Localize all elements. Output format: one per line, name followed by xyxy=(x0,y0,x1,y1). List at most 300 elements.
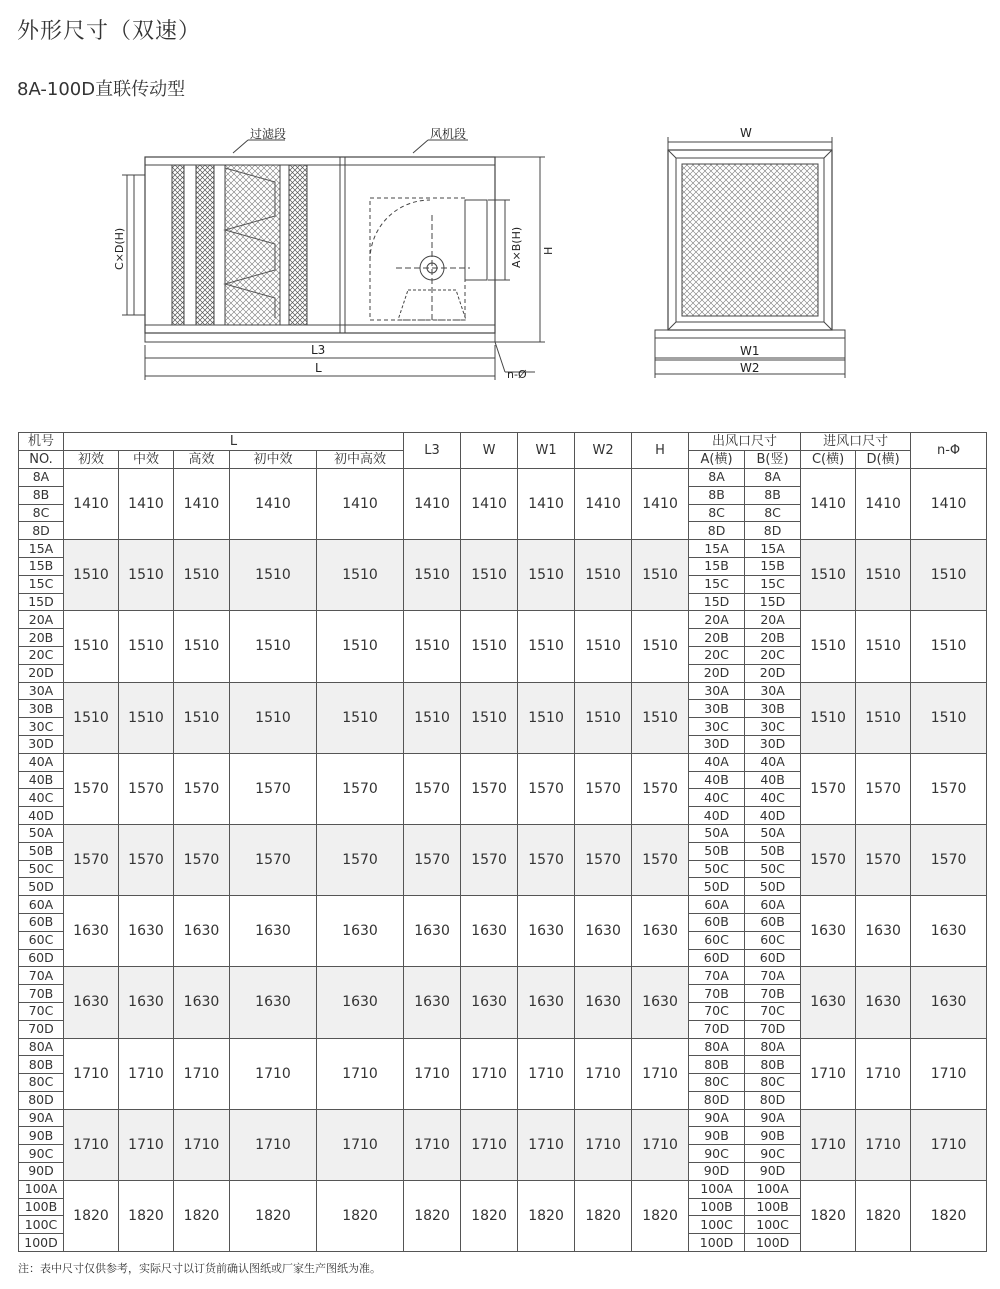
dimension-value: 1510 xyxy=(461,682,518,753)
model-no: 80D xyxy=(19,1091,64,1109)
table-row xyxy=(19,1109,987,1127)
header-L3: L3 xyxy=(404,433,461,469)
header-W2: W2 xyxy=(575,433,632,469)
dim-n-phi: n-Ø xyxy=(507,368,527,381)
outlet-b-value: 80B xyxy=(745,1056,801,1074)
model-no: 8D xyxy=(19,522,64,540)
dimension-value: 1410 xyxy=(801,469,856,540)
dimension-value: 1570 xyxy=(911,753,987,824)
dimension-value: 1570 xyxy=(856,753,911,824)
outlet-a-value: 20A xyxy=(689,611,745,629)
dimension-value: 1510 xyxy=(518,682,575,753)
model-no: 30A xyxy=(19,682,64,700)
dimension-value: 1510 xyxy=(856,682,911,753)
dimension-value: 1510 xyxy=(632,611,689,682)
model-group xyxy=(19,1180,987,1251)
outlet-b-value: 20B xyxy=(745,629,801,647)
outlet-a-value: 40D xyxy=(689,807,745,825)
dimension-value: 1570 xyxy=(518,753,575,824)
dimension-value: 1410 xyxy=(119,469,174,540)
outlet-b-value: 90D xyxy=(745,1163,801,1181)
dimension-value: 1630 xyxy=(64,896,119,967)
model-no: 60A xyxy=(19,896,64,914)
model-no: 90D xyxy=(19,1163,64,1181)
model-no: 60C xyxy=(19,931,64,949)
outlet-b-value: 30C xyxy=(745,718,801,736)
outlet-b-value: 8B xyxy=(745,486,801,504)
outlet-a-value: 60B xyxy=(689,913,745,931)
dimension-value: 1630 xyxy=(174,896,230,967)
dimension-value: 1630 xyxy=(461,896,518,967)
dimension-value: 1820 xyxy=(64,1180,119,1251)
dimension-value: 1630 xyxy=(317,896,404,967)
outlet-a-value: 15B xyxy=(689,557,745,575)
dimension-value: 1630 xyxy=(632,896,689,967)
dimension-value: 1630 xyxy=(911,896,987,967)
outlet-b-value: 8C xyxy=(745,504,801,522)
outlet-a-value: 100A xyxy=(689,1180,745,1198)
model-no: 80A xyxy=(19,1038,64,1056)
dimension-value: 1510 xyxy=(911,611,987,682)
dimension-value: 1630 xyxy=(575,967,632,1038)
outlet-b-value: 15D xyxy=(745,593,801,611)
dimension-value: 1820 xyxy=(317,1180,404,1251)
dimension-value: 1570 xyxy=(801,824,856,895)
dimension-value: 1820 xyxy=(230,1180,317,1251)
dimension-value: 1630 xyxy=(119,967,174,1038)
dimension-value: 1410 xyxy=(911,469,987,540)
dimension-value: 1630 xyxy=(632,967,689,1038)
outlet-b-value: 90B xyxy=(745,1127,801,1145)
dimension-value: 1710 xyxy=(461,1109,518,1180)
outlet-b-value: 40D xyxy=(745,807,801,825)
dimension-value: 1510 xyxy=(230,540,317,611)
header-W1: W1 xyxy=(518,433,575,469)
outlet-a-value: 30B xyxy=(689,700,745,718)
outlet-a-value: 70B xyxy=(689,985,745,1003)
outlet-a-value: 80C xyxy=(689,1074,745,1092)
footnote: 注：表中尺寸仅供参考，实际尺寸以订货前确认图纸或厂家生产图纸为准。 xyxy=(18,1262,381,1275)
table-row xyxy=(19,469,987,487)
model-group xyxy=(19,1109,987,1180)
model-group xyxy=(19,540,987,611)
dimension-value: 1510 xyxy=(317,540,404,611)
outlet-b-value: 50B xyxy=(745,842,801,860)
model-group xyxy=(19,896,987,967)
outlet-b-value: 40C xyxy=(745,789,801,807)
model-no: 100A xyxy=(19,1180,64,1198)
model-no: 50B xyxy=(19,842,64,860)
outlet-b-value: 60C xyxy=(745,931,801,949)
dimension-value: 1570 xyxy=(230,824,317,895)
model-no: 20D xyxy=(19,664,64,682)
dimension-value: 1820 xyxy=(518,1180,575,1251)
dimension-value: 1710 xyxy=(404,1038,461,1109)
header-L-medium: 中效 xyxy=(119,451,174,469)
header-L-primary-medium-high: 初中高效 xyxy=(317,451,404,469)
outlet-a-value: 15D xyxy=(689,593,745,611)
dimension-value: 1570 xyxy=(119,753,174,824)
dimension-value: 1820 xyxy=(174,1180,230,1251)
outlet-b-value: 100D xyxy=(745,1234,801,1252)
model-no: 15D xyxy=(19,593,64,611)
dimension-value: 1510 xyxy=(119,611,174,682)
dimension-value: 1570 xyxy=(801,753,856,824)
outlet-a-value: 30C xyxy=(689,718,745,736)
header-outlet: 出风口尺寸 xyxy=(689,433,801,451)
header-W: W xyxy=(461,433,518,469)
model-no: 20B xyxy=(19,629,64,647)
table-row xyxy=(19,540,987,558)
page-title: 外形尺寸（双速） xyxy=(17,19,202,44)
table-row xyxy=(19,824,987,842)
dimension-value: 1510 xyxy=(64,682,119,753)
table-row xyxy=(19,753,987,771)
outlet-b-value: 60B xyxy=(745,913,801,931)
outlet-b-value: 20A xyxy=(745,611,801,629)
dimension-value: 1820 xyxy=(575,1180,632,1251)
outlet-b-value: 20C xyxy=(745,646,801,664)
header-n-phi: n-Φ xyxy=(911,433,987,469)
dimension-value: 1570 xyxy=(856,824,911,895)
model-no: 90C xyxy=(19,1145,64,1163)
dimension-value: 1410 xyxy=(317,469,404,540)
table-row xyxy=(19,896,987,914)
dimension-value: 1630 xyxy=(801,896,856,967)
dimension-value: 1510 xyxy=(461,611,518,682)
outlet-a-value: 90D xyxy=(689,1163,745,1181)
model-no: 80B xyxy=(19,1056,64,1074)
dimension-value: 1510 xyxy=(461,540,518,611)
outlet-a-value: 30D xyxy=(689,735,745,753)
header-L: L xyxy=(64,433,404,451)
outlet-b-value: 90C xyxy=(745,1145,801,1163)
model-group xyxy=(19,1038,987,1109)
page-subtitle: 8A-100D直联传动型 xyxy=(17,79,186,100)
dimension-value: 1510 xyxy=(230,682,317,753)
outlet-a-value: 40B xyxy=(689,771,745,789)
dimension-value: 1410 xyxy=(64,469,119,540)
outlet-b-value: 100A xyxy=(745,1180,801,1198)
header-outlet-a: A(横) xyxy=(689,451,745,469)
dimension-value: 1570 xyxy=(64,753,119,824)
dimension-value: 1410 xyxy=(575,469,632,540)
dimension-value: 1510 xyxy=(575,611,632,682)
outlet-b-value: 15C xyxy=(745,575,801,593)
outlet-a-value: 70D xyxy=(689,1020,745,1038)
outlet-b-value: 30A xyxy=(745,682,801,700)
header-inlet: 进风口尺寸 xyxy=(801,433,911,451)
model-no: 8A xyxy=(19,469,64,487)
outlet-b-value: 70D xyxy=(745,1020,801,1038)
dimension-value: 1710 xyxy=(801,1038,856,1109)
dim-l3: L3 xyxy=(311,343,326,357)
dimension-value: 1710 xyxy=(461,1038,518,1109)
outlet-b-value: 15A xyxy=(745,540,801,558)
outlet-b-value: 100B xyxy=(745,1198,801,1216)
dimension-value: 1710 xyxy=(911,1109,987,1180)
outlet-a-value: 90A xyxy=(689,1109,745,1127)
dimension-value: 1710 xyxy=(174,1038,230,1109)
dimension-value: 1510 xyxy=(801,611,856,682)
outlet-b-value: 70B xyxy=(745,985,801,1003)
dimension-value: 1820 xyxy=(461,1180,518,1251)
model-no: 60B xyxy=(19,913,64,931)
table-row xyxy=(19,967,987,985)
outlet-a-value: 20B xyxy=(689,629,745,647)
dimension-value: 1510 xyxy=(119,682,174,753)
outlet-a-value: 100C xyxy=(689,1216,745,1234)
header-outlet-b: B(竖) xyxy=(745,451,801,469)
outlet-b-value: 8A xyxy=(745,469,801,487)
dimension-value: 1510 xyxy=(518,540,575,611)
dimension-value: 1630 xyxy=(801,967,856,1038)
dimension-value: 1630 xyxy=(461,967,518,1038)
model-no: 30D xyxy=(19,735,64,753)
model-no: 15B xyxy=(19,557,64,575)
dimension-value: 1710 xyxy=(317,1109,404,1180)
model-no: 40C xyxy=(19,789,64,807)
model-no: 40A xyxy=(19,753,64,771)
dimension-value: 1630 xyxy=(174,967,230,1038)
model-no: 90A xyxy=(19,1109,64,1127)
dimension-value: 1510 xyxy=(575,682,632,753)
outlet-a-value: 80D xyxy=(689,1091,745,1109)
dimension-value: 1710 xyxy=(575,1109,632,1180)
model-no: 8B xyxy=(19,486,64,504)
dimension-value: 1630 xyxy=(856,967,911,1038)
dimension-value: 1410 xyxy=(174,469,230,540)
outlet-b-value: 80D xyxy=(745,1091,801,1109)
outlet-a-value: 15A xyxy=(689,540,745,558)
model-no: 70C xyxy=(19,1002,64,1020)
outlet-b-value: 50D xyxy=(745,878,801,896)
dimension-value: 1410 xyxy=(461,469,518,540)
outlet-b-value: 60A xyxy=(745,896,801,914)
table-row xyxy=(19,611,987,629)
outlet-b-value: 70A xyxy=(745,967,801,985)
outlet-b-value: 100C xyxy=(745,1216,801,1234)
front-view xyxy=(655,137,845,378)
dimension-value: 1630 xyxy=(575,896,632,967)
model-no: 70D xyxy=(19,1020,64,1038)
model-no: 50D xyxy=(19,878,64,896)
dimension-value: 1710 xyxy=(230,1109,317,1180)
model-group xyxy=(19,753,987,824)
dimension-value: 1710 xyxy=(575,1038,632,1109)
dimension-value: 1510 xyxy=(575,540,632,611)
dimension-value: 1510 xyxy=(404,682,461,753)
dimension-value: 1570 xyxy=(404,753,461,824)
header-H: H xyxy=(632,433,689,469)
dimension-value: 1820 xyxy=(119,1180,174,1251)
outlet-a-value: 8B xyxy=(689,486,745,504)
outlet-b-value: 40B xyxy=(745,771,801,789)
outlet-a-value: 50B xyxy=(689,842,745,860)
dimension-value: 1710 xyxy=(317,1038,404,1109)
header-inlet-d: D(横) xyxy=(856,451,911,469)
outlet-a-value: 60D xyxy=(689,949,745,967)
dimension-value: 1710 xyxy=(801,1109,856,1180)
outlet-a-value: 90B xyxy=(689,1127,745,1145)
outlet-a-value: 80A xyxy=(689,1038,745,1056)
outlet-a-value: 70A xyxy=(689,967,745,985)
dimension-value: 1510 xyxy=(64,540,119,611)
label-fan-section: 风机段 xyxy=(430,127,467,141)
model-no: 80C xyxy=(19,1074,64,1092)
outlet-b-value: 30B xyxy=(745,700,801,718)
model-no: 70B xyxy=(19,985,64,1003)
model-no: 20C xyxy=(19,646,64,664)
dimension-value: 1710 xyxy=(174,1109,230,1180)
dimension-value: 1410 xyxy=(518,469,575,540)
dimension-value: 1510 xyxy=(911,540,987,611)
dimension-value: 1630 xyxy=(230,967,317,1038)
dimension-value: 1820 xyxy=(404,1180,461,1251)
dimension-value: 1570 xyxy=(404,824,461,895)
dimension-value: 1510 xyxy=(317,682,404,753)
model-group xyxy=(19,824,987,895)
outlet-a-value: 30A xyxy=(689,682,745,700)
outlet-b-value: 80A xyxy=(745,1038,801,1056)
outlet-b-value: 20D xyxy=(745,664,801,682)
dimension-value: 1710 xyxy=(119,1109,174,1180)
outlet-b-value: 30D xyxy=(745,735,801,753)
dimension-value: 1570 xyxy=(174,824,230,895)
model-no: 15C xyxy=(19,575,64,593)
outlet-a-value: 50A xyxy=(689,824,745,842)
model-no: 30C xyxy=(19,718,64,736)
model-no: 8C xyxy=(19,504,64,522)
dimension-value: 1510 xyxy=(174,611,230,682)
dimension-value: 1510 xyxy=(64,611,119,682)
outlet-b-value: 50A xyxy=(745,824,801,842)
dimension-value: 1570 xyxy=(230,753,317,824)
model-no: 60D xyxy=(19,949,64,967)
dimension-value: 1630 xyxy=(64,967,119,1038)
dimension-value: 1510 xyxy=(404,540,461,611)
outlet-a-value: 100B xyxy=(689,1198,745,1216)
dimension-value: 1410 xyxy=(632,469,689,540)
dimension-value: 1510 xyxy=(230,611,317,682)
dim-h: H xyxy=(542,246,555,255)
outlet-a-value: 40A xyxy=(689,753,745,771)
header-no-1: 机号 xyxy=(19,433,64,451)
dimension-value: 1510 xyxy=(174,682,230,753)
dim-w: W xyxy=(740,126,752,140)
outlet-a-value: 90C xyxy=(689,1145,745,1163)
header-L-primary-medium: 初中效 xyxy=(230,451,317,469)
model-no: 70A xyxy=(19,967,64,985)
model-no: 100C xyxy=(19,1216,64,1234)
outlet-b-value: 40A xyxy=(745,753,801,771)
dimension-value: 1410 xyxy=(404,469,461,540)
dimension-value: 1510 xyxy=(174,540,230,611)
header-no-2: NO. xyxy=(19,451,64,469)
outlet-b-value: 80C xyxy=(745,1074,801,1092)
outlet-a-value: 70C xyxy=(689,1002,745,1020)
dimension-value: 1510 xyxy=(801,682,856,753)
dimension-value: 1820 xyxy=(856,1180,911,1251)
dimension-value: 1630 xyxy=(230,896,317,967)
dimension-value: 1410 xyxy=(856,469,911,540)
outlet-a-value: 15C xyxy=(689,575,745,593)
dimension-value: 1710 xyxy=(119,1038,174,1109)
table-row xyxy=(19,1038,987,1056)
dimension-value: 1630 xyxy=(317,967,404,1038)
dimension-value: 1410 xyxy=(230,469,317,540)
dim-l: L xyxy=(315,361,322,375)
dimension-value: 1510 xyxy=(911,682,987,753)
dimension-value: 1570 xyxy=(632,753,689,824)
dimension-value: 1820 xyxy=(911,1180,987,1251)
dimension-value: 1630 xyxy=(518,896,575,967)
dimension-value: 1630 xyxy=(518,967,575,1038)
model-no: 20A xyxy=(19,611,64,629)
outlet-b-value: 90A xyxy=(745,1109,801,1127)
label-filter-section: 过滤段 xyxy=(250,127,287,141)
dimension-value: 1710 xyxy=(404,1109,461,1180)
dimension-value: 1630 xyxy=(856,896,911,967)
model-no: 100B xyxy=(19,1198,64,1216)
dimension-value: 1710 xyxy=(64,1038,119,1109)
dim-w2: W2 xyxy=(740,361,760,375)
model-group xyxy=(19,967,987,1038)
dim-w1: W1 xyxy=(740,344,760,358)
outlet-a-value: 8D xyxy=(689,522,745,540)
header-L-high: 高效 xyxy=(174,451,230,469)
dimension-value: 1510 xyxy=(317,611,404,682)
outlet-a-value: 100D xyxy=(689,1234,745,1252)
model-group xyxy=(19,469,987,540)
dimension-value: 1710 xyxy=(911,1038,987,1109)
dimension-value: 1570 xyxy=(461,824,518,895)
outlet-a-value: 20D xyxy=(689,664,745,682)
dimension-value: 1820 xyxy=(632,1180,689,1251)
dimension-value: 1570 xyxy=(317,824,404,895)
dimension-value: 1510 xyxy=(404,611,461,682)
side-view xyxy=(122,140,545,380)
dimension-value: 1570 xyxy=(518,824,575,895)
dimension-table xyxy=(18,432,987,1252)
dimension-value: 1510 xyxy=(856,540,911,611)
dimension-value: 1710 xyxy=(856,1109,911,1180)
outlet-a-value: 60A xyxy=(689,896,745,914)
dimension-value: 1570 xyxy=(64,824,119,895)
dimension-value: 1510 xyxy=(119,540,174,611)
dimension-value: 1510 xyxy=(856,611,911,682)
outlet-a-value: 60C xyxy=(689,931,745,949)
table-row xyxy=(19,1180,987,1198)
dimension-value: 1510 xyxy=(632,540,689,611)
dimension-value: 1570 xyxy=(119,824,174,895)
header-inlet-c: C(横) xyxy=(801,451,856,469)
outlet-b-value: 50C xyxy=(745,860,801,878)
dimension-value: 1710 xyxy=(518,1038,575,1109)
dimension-value: 1710 xyxy=(632,1109,689,1180)
dimension-value: 1570 xyxy=(317,753,404,824)
dimension-drawing xyxy=(0,120,1000,390)
model-no: 30B xyxy=(19,700,64,718)
dim-cxd: C×D(H) xyxy=(113,227,126,270)
dimension-value: 1710 xyxy=(230,1038,317,1109)
outlet-a-value: 80B xyxy=(689,1056,745,1074)
model-no: 50C xyxy=(19,860,64,878)
dimension-value: 1710 xyxy=(856,1038,911,1109)
dimension-value: 1510 xyxy=(632,682,689,753)
outlet-a-value: 50D xyxy=(689,878,745,896)
dimension-value: 1570 xyxy=(575,824,632,895)
